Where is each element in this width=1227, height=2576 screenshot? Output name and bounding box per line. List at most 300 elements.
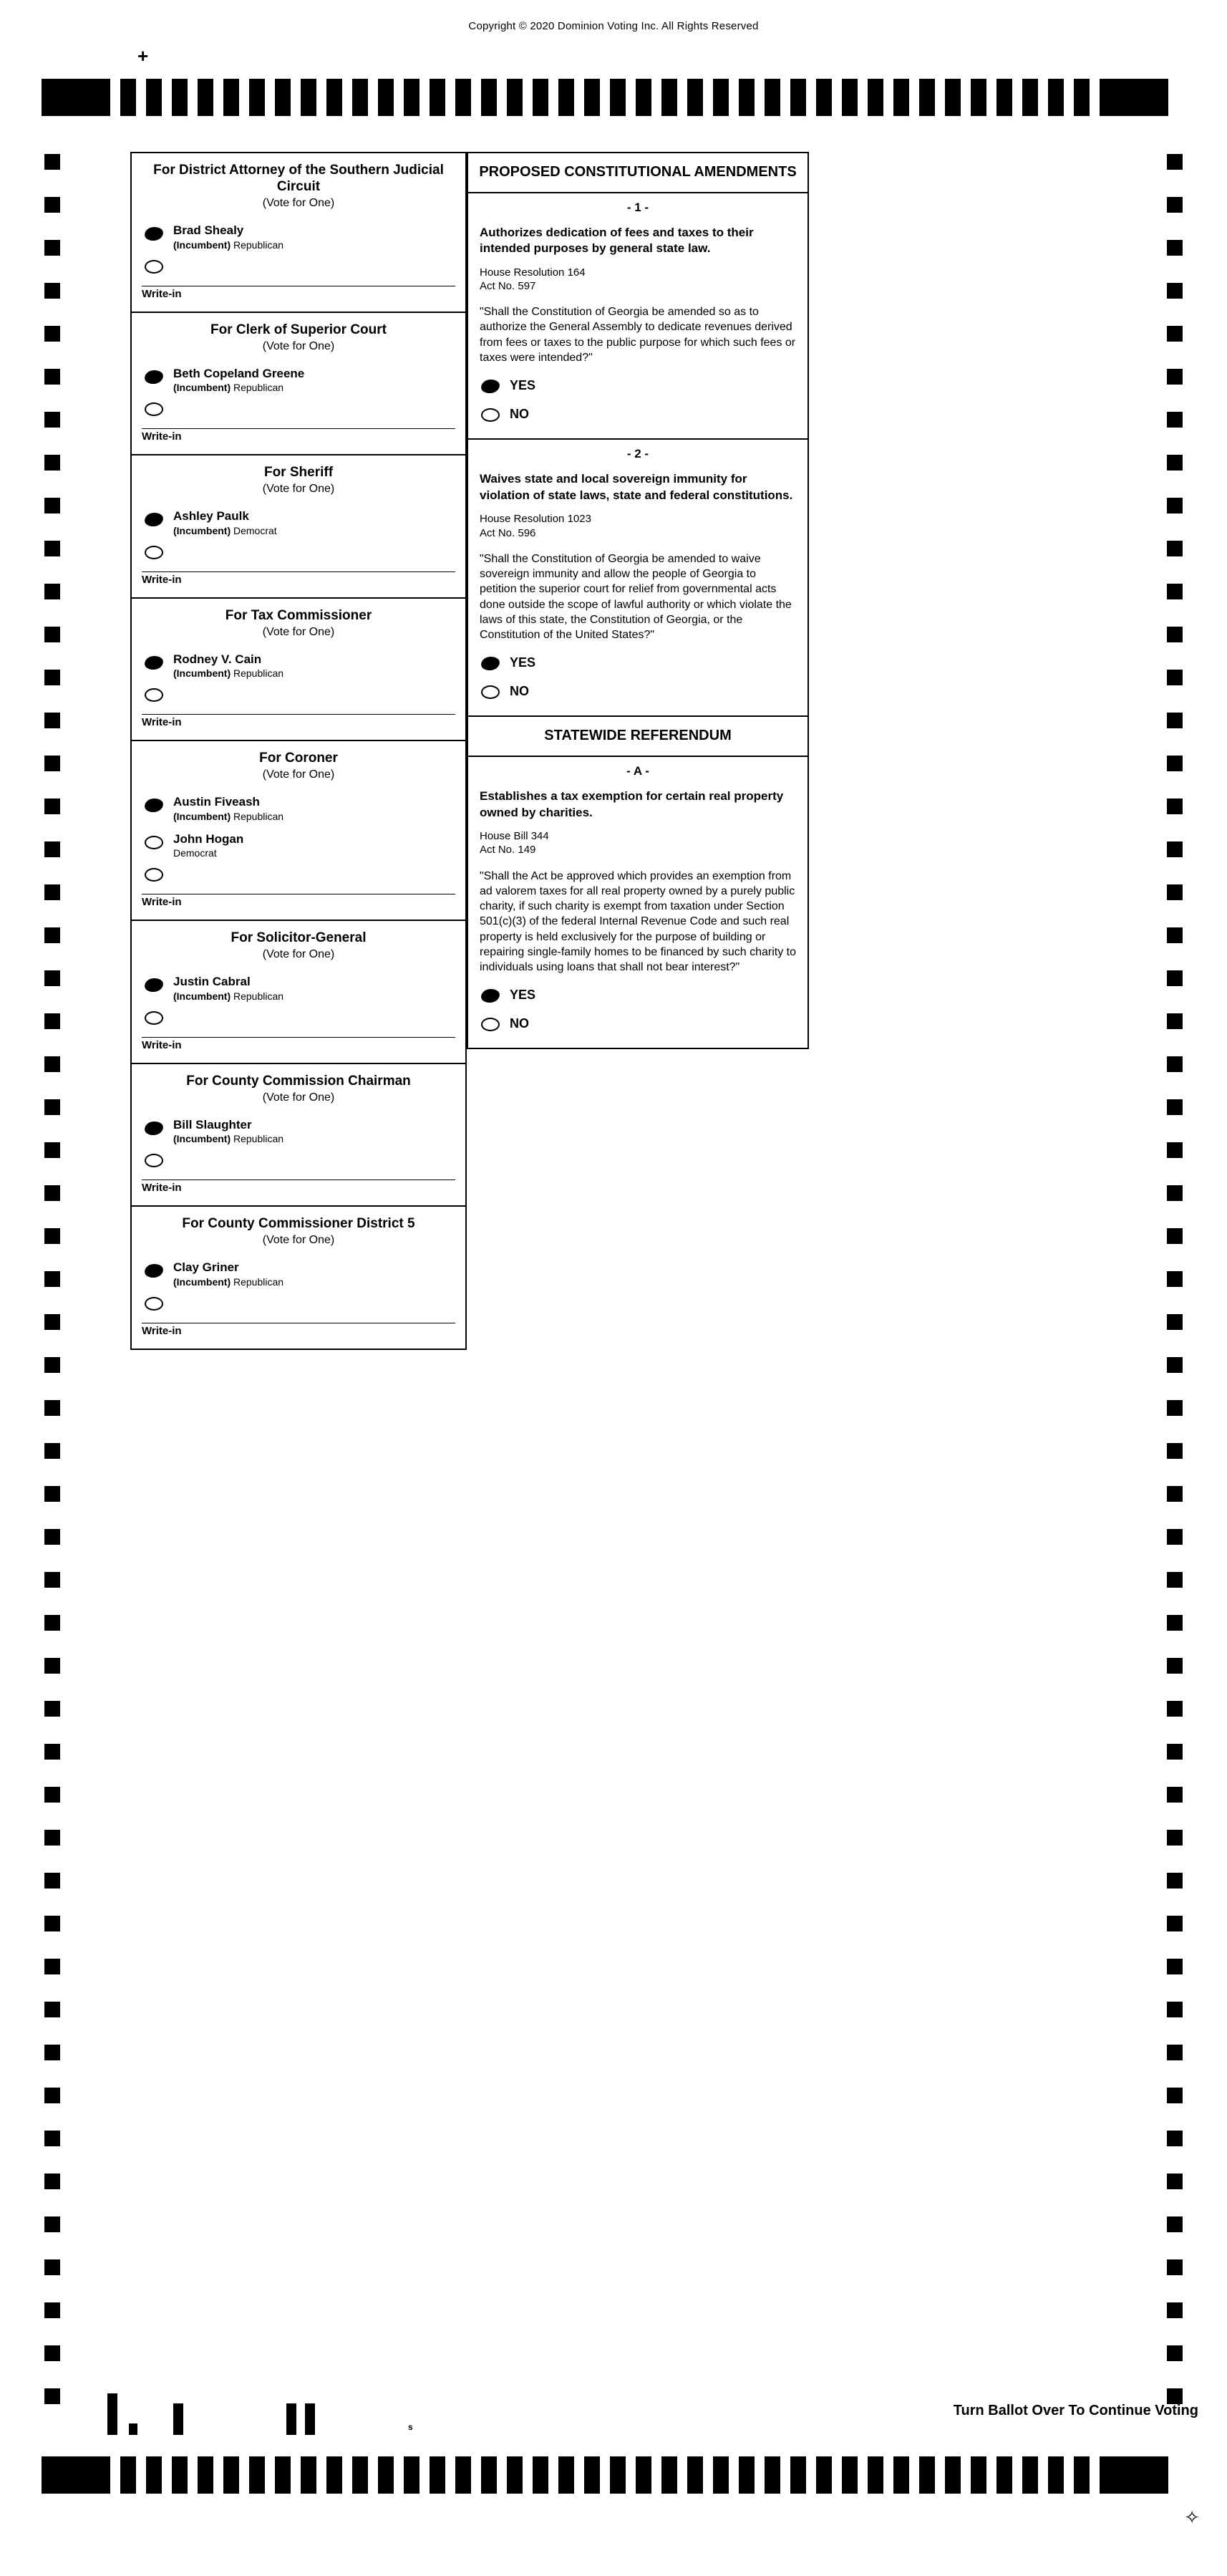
- timing-mark-block: [172, 79, 188, 116]
- question-summary: Authorizes dedication of fees and taxes to their intended purposes by general state law.: [480, 225, 754, 256]
- vote-oval[interactable]: [481, 1018, 500, 1031]
- question-citation-line: House Resolution 1023: [480, 513, 591, 526]
- timing-mark-square: [44, 1013, 60, 1029]
- timing-mark-block: [713, 2456, 729, 2494]
- write-in-option[interactable]: [132, 397, 465, 448]
- timing-mark-block: [198, 79, 213, 116]
- timing-mark-square: [1167, 584, 1183, 599]
- timing-mark-square: [44, 455, 60, 471]
- timing-mark-square: [1167, 841, 1183, 857]
- timing-mark-square: [44, 2174, 60, 2189]
- candidate-party: (Incumbent) Republican: [173, 990, 284, 1002]
- candidate-option[interactable]: [132, 360, 465, 397]
- timing-mark-square: [1167, 713, 1183, 728]
- candidate-option[interactable]: [132, 826, 465, 862]
- vote-oval[interactable]: [145, 1154, 163, 1167]
- timing-mark-square: [44, 1357, 60, 1373]
- question-options: [468, 982, 808, 1048]
- timing-mark-block: [378, 79, 394, 116]
- timing-mark-square: [1167, 1830, 1183, 1846]
- contest-vote-instruction: (Vote for One): [262, 1091, 335, 1104]
- candidate-name: Justin Cabral: [173, 975, 251, 989]
- contest-title: For Sheriff: [263, 465, 334, 481]
- timing-mark-block: [868, 2456, 883, 2494]
- timing-mark-square: [1167, 1357, 1183, 1373]
- write-in-line[interactable]: [142, 1018, 455, 1038]
- candidate-party: (Incumbent) Republican: [173, 1275, 284, 1288]
- timing-mark-square: [44, 756, 60, 771]
- timing-mark-square: [1167, 1013, 1183, 1029]
- candidate-option[interactable]: [132, 968, 465, 1005]
- write-in-line[interactable]: [142, 410, 455, 429]
- vote-oval[interactable]: [480, 988, 500, 1004]
- write-in-line[interactable]: [142, 875, 455, 894]
- timing-mark-square: [44, 1529, 60, 1545]
- candidate-list: [132, 217, 465, 311]
- timing-mark-block: [971, 79, 986, 116]
- question-section-title: PROPOSED CONSTITUTIONAL AMENDMENTS: [479, 164, 797, 180]
- timing-mark-block: [455, 79, 471, 116]
- timing-mark-block: [558, 2456, 574, 2494]
- question-citation-line: House Resolution 164: [480, 266, 586, 279]
- question-option[interactable]: [468, 401, 808, 430]
- timing-mark-square: [1167, 756, 1183, 771]
- question-options: [468, 650, 808, 715]
- timing-mark-square: [1167, 627, 1183, 642]
- timing-mark-block: [1074, 2456, 1090, 2494]
- timing-mark-block: [713, 79, 729, 116]
- timing-mark-block: [996, 2456, 1012, 2494]
- timing-mark-block: [275, 2456, 291, 2494]
- timing-mark-square: [1167, 326, 1183, 342]
- timing-mark-block: [610, 2456, 626, 2494]
- timing-mark-block: [610, 79, 626, 116]
- timing-mark-block: [945, 79, 961, 116]
- timing-mark-square: [44, 627, 60, 642]
- timing-mark-block: [120, 79, 136, 116]
- timing-mark-square: [1167, 1486, 1183, 1502]
- timing-mark-block: [636, 2456, 651, 2494]
- candidate-name: Beth Copeland Greene: [173, 366, 305, 380]
- candidate-name: Brad Shealy: [173, 223, 244, 238]
- write-in-line[interactable]: [142, 1304, 455, 1323]
- timing-mark-block: [868, 79, 883, 116]
- timing-mark-square: [1167, 369, 1183, 385]
- timing-mark-square: [1167, 2302, 1183, 2318]
- contest-block: [130, 312, 467, 456]
- timing-mark-square: [44, 1099, 60, 1115]
- timing-mark-square: [1167, 1572, 1183, 1588]
- write-in-option[interactable]: [132, 1005, 465, 1057]
- write-in-label: Write-in: [142, 1038, 182, 1051]
- timing-mark-square: [44, 1400, 60, 1416]
- timing-marks-left: [44, 154, 60, 2431]
- timing-mark-block: [430, 2456, 445, 2494]
- write-in-label: Write-in: [142, 573, 182, 586]
- timing-mark-square: [44, 841, 60, 857]
- timing-mark-square: [44, 498, 60, 513]
- vote-oval[interactable]: [144, 1120, 164, 1136]
- timing-mark-block: [301, 2456, 316, 2494]
- vote-oval[interactable]: [481, 408, 500, 422]
- vote-oval[interactable]: [144, 512, 164, 528]
- timing-mark-block: [455, 2456, 471, 2494]
- timing-mark-square: [1167, 1744, 1183, 1760]
- contest-header: [132, 313, 465, 360]
- timing-mark-block: [919, 2456, 935, 2494]
- timing-mark-block: [790, 2456, 806, 2494]
- write-in-line[interactable]: [142, 553, 455, 572]
- timing-mark-block: [1022, 2456, 1038, 2494]
- contest-block: [130, 152, 467, 313]
- timing-mark-square: [1167, 2388, 1183, 2404]
- timing-mark-square: [1167, 1142, 1183, 1158]
- candidate-list: [132, 968, 465, 1062]
- question-citation: [468, 829, 808, 865]
- write-in-option[interactable]: [132, 862, 465, 914]
- timing-mark-square: [44, 1185, 60, 1201]
- write-in-line[interactable]: [142, 695, 455, 715]
- question-option-label: YES: [510, 655, 536, 670]
- timing-mark-square: [44, 2388, 60, 2404]
- timing-mark-square: [1167, 1099, 1183, 1115]
- contest-block: [130, 1205, 467, 1350]
- candidate-party: (Incumbent) Democrat: [173, 524, 277, 536]
- candidate-list: [132, 360, 465, 454]
- timing-mark-square: [44, 2259, 60, 2275]
- contest-vote-instruction: (Vote for One): [262, 768, 335, 781]
- timing-mark-block: [378, 2456, 394, 2494]
- timing-mark-square: [1167, 1959, 1183, 1974]
- candidate-option[interactable]: [132, 503, 465, 539]
- contest-title: For Solicitor-General: [231, 930, 367, 946]
- timing-mark-square: [1167, 498, 1183, 513]
- timing-mark-square: [1167, 154, 1183, 170]
- timing-mark-square: [44, 283, 60, 299]
- timing-mark-block: [172, 2456, 188, 2494]
- candidate-name: Ashley Paulk: [173, 509, 249, 524]
- question-summary: Establishes a tax exemption for certain real property owned by charities.: [480, 789, 784, 819]
- vote-oval[interactable]: [144, 978, 164, 993]
- question-option-label: NO: [510, 407, 529, 422]
- timing-mark-square: [1167, 412, 1183, 428]
- timing-mark-square: [1167, 927, 1183, 943]
- timing-mark-block: [223, 2456, 239, 2494]
- vote-oval[interactable]: [145, 260, 163, 274]
- question-citation: [468, 266, 808, 302]
- timing-mark-square: [44, 799, 60, 814]
- question-number: - 1 -: [626, 200, 649, 214]
- timing-mark-block: [275, 79, 291, 116]
- ballot-column-right: [467, 152, 809, 1049]
- candidate-list: [132, 646, 465, 740]
- question-citation-act: Act No. 596: [480, 526, 536, 539]
- question-option-label: NO: [510, 1016, 529, 1031]
- timing-mark-square: [44, 584, 60, 599]
- timing-mark-square: [1167, 670, 1183, 685]
- question-option[interactable]: [468, 1010, 808, 1039]
- candidate-name: Bill Slaughter: [173, 1117, 252, 1132]
- question-option-label: YES: [510, 378, 536, 393]
- vote-oval[interactable]: [144, 1263, 164, 1279]
- timing-mark-square: [44, 1228, 60, 1244]
- timing-mark-square: [1167, 2216, 1183, 2232]
- timing-mark-square: [1167, 2174, 1183, 2189]
- question-text: "Shall the Act be approved which provides an exemption from ad valorem taxes for all real property owned by a purely public charity, if such charity is exempt from taxation under Section 501(c)(3) of the federal Internal Revenue Code and such real property is held exclusively for the purpose of building or repairing single-family homes to be financed by such charity to individuals using loans that shall not bear interest?": [480, 869, 796, 974]
- candidate-party: (Incumbent) Republican: [173, 238, 284, 251]
- timing-mark-square: [1167, 197, 1183, 213]
- timing-mark-block: [507, 79, 523, 116]
- ballot-id-letter: s: [408, 2422, 413, 2432]
- timing-mark-block: [584, 79, 600, 116]
- timing-mark-square: [44, 1658, 60, 1674]
- timing-mark-block: [301, 79, 316, 116]
- timing-mark-square: [44, 2131, 60, 2146]
- contest-vote-instruction: (Vote for One): [262, 197, 335, 210]
- timing-mark-square: [44, 197, 60, 213]
- timing-mark-block: [739, 79, 755, 116]
- timing-mark-square: [1167, 2088, 1183, 2103]
- candidate-option[interactable]: [132, 217, 465, 254]
- timing-mark-block: [404, 2456, 419, 2494]
- timing-mark-square: [1167, 1916, 1183, 1931]
- contest-title: For County Commissioner District 5: [182, 1216, 415, 1232]
- timing-mark-block: [893, 2456, 909, 2494]
- timing-mark-square: [1167, 1529, 1183, 1545]
- contest-block: [130, 920, 467, 1064]
- timing-mark-block: [352, 2456, 368, 2494]
- vote-oval[interactable]: [145, 546, 163, 559]
- timing-mark-square: [1167, 1056, 1183, 1072]
- candidate-name: John Hogan: [173, 831, 244, 846]
- ballot-question: [467, 192, 809, 440]
- vote-oval[interactable]: [480, 656, 500, 672]
- question-option[interactable]: [468, 650, 808, 678]
- timing-mark-block: [1074, 79, 1090, 116]
- timing-mark-block: [996, 79, 1012, 116]
- question-summary: Waives state and local sovereign immunity for violation of state laws, state and federal constitutions.: [480, 472, 793, 502]
- contest-block: [130, 1063, 467, 1207]
- question-option-label: YES: [510, 988, 536, 1003]
- registration-plus-mark: +: [137, 45, 149, 67]
- timing-marks-bottom: [42, 2456, 1187, 2494]
- write-in-label: Write-in: [142, 716, 182, 729]
- timing-mark-square: [44, 1873, 60, 1888]
- write-in-line[interactable]: [142, 1161, 455, 1180]
- vote-oval[interactable]: [145, 1297, 163, 1311]
- timing-mark-square: [1167, 1185, 1183, 1201]
- timing-mark-square: [44, 2002, 60, 2017]
- timing-mark-block: [893, 79, 909, 116]
- question-citation-line: House Bill 344: [480, 830, 549, 843]
- candidate-party: Democrat: [173, 847, 217, 859]
- vote-oval[interactable]: [145, 836, 163, 849]
- candidate-list: [132, 1111, 465, 1205]
- timing-mark-square: [44, 1142, 60, 1158]
- vote-oval[interactable]: [480, 379, 500, 395]
- ballot-question: [467, 438, 809, 717]
- timing-mark-square: [1167, 1615, 1183, 1631]
- timing-mark-block: [1100, 2456, 1168, 2494]
- timing-mark-square: [44, 412, 60, 428]
- timing-mark-square: [44, 326, 60, 342]
- timing-mark-block: [507, 2456, 523, 2494]
- timing-mark-block: [1022, 79, 1038, 116]
- timing-mark-block: [1048, 79, 1064, 116]
- timing-mark-square: [44, 369, 60, 385]
- timing-mark-square: [1167, 799, 1183, 814]
- timing-mark-square: [44, 1744, 60, 1760]
- timing-marks-right: [1167, 154, 1183, 2431]
- timing-mark-block: [404, 79, 419, 116]
- write-in-option[interactable]: [132, 1291, 465, 1343]
- timing-mark-square: [44, 1443, 60, 1459]
- timing-mark-block: [558, 79, 574, 116]
- timing-mark-block: [687, 79, 703, 116]
- timing-mark-block: [249, 79, 265, 116]
- timing-mark-block: [687, 2456, 703, 2494]
- timing-mark-block: [42, 79, 110, 116]
- timing-mark-square: [1167, 1873, 1183, 1888]
- vote-oval[interactable]: [145, 868, 163, 882]
- contest-title: For Clerk of Superior Court: [210, 322, 387, 337]
- question-section-title: STATEWIDE REFERENDUM: [544, 728, 732, 744]
- timing-mark-square: [1167, 1701, 1183, 1717]
- timing-mark-square: [44, 541, 60, 556]
- write-in-label: Write-in: [142, 287, 182, 300]
- timing-mark-block: [816, 79, 832, 116]
- contest-header: [132, 1064, 465, 1111]
- write-in-line[interactable]: [142, 267, 455, 286]
- candidate-list: [132, 788, 465, 920]
- question-section-header: [467, 152, 809, 193]
- vote-oval[interactable]: [145, 1011, 163, 1025]
- contest-vote-instruction: (Vote for One): [262, 625, 335, 638]
- contest-header: [132, 599, 465, 646]
- timing-mark-block: [42, 2456, 110, 2494]
- candidate-party: (Incumbent) Republican: [173, 810, 284, 822]
- vote-oval[interactable]: [144, 798, 164, 814]
- timing-mark-block: [146, 2456, 162, 2494]
- timing-mark-square: [1167, 1658, 1183, 1674]
- timing-mark-block: [1048, 2456, 1064, 2494]
- timing-mark-block: [146, 79, 162, 116]
- timing-mark-block: [919, 79, 935, 116]
- timing-mark-square: [1167, 240, 1183, 256]
- contest-header: [132, 153, 465, 217]
- timing-mark-square: [44, 2345, 60, 2361]
- timing-mark-square: [44, 240, 60, 256]
- question-option[interactable]: [468, 982, 808, 1010]
- timing-mark-block: [971, 2456, 986, 2494]
- timing-mark-square: [44, 1271, 60, 1287]
- timing-mark-block: [326, 2456, 342, 2494]
- write-in-label: Write-in: [142, 430, 182, 443]
- timing-mark-square: [1167, 1400, 1183, 1416]
- timing-marks-top: [42, 79, 1187, 116]
- timing-mark-block: [584, 2456, 600, 2494]
- timing-mark-square: [44, 970, 60, 986]
- candidate-option[interactable]: [132, 788, 465, 825]
- contest-vote-instruction: (Vote for One): [262, 339, 335, 352]
- timing-mark-block: [533, 79, 548, 116]
- question-option[interactable]: [468, 678, 808, 707]
- vote-oval[interactable]: [144, 226, 164, 242]
- turn-ballot-notice: Turn Ballot Over To Continue Voting: [953, 2403, 1198, 2418]
- copyright-notice: Copyright © 2020 Dominion Voting Inc. All Rights Reserved: [468, 20, 759, 32]
- contest-block: [130, 740, 467, 921]
- candidate-name: Clay Griner: [173, 1260, 239, 1275]
- timing-mark-square: [1167, 884, 1183, 900]
- candidate-option[interactable]: [132, 1254, 465, 1291]
- timing-mark-block: [842, 79, 858, 116]
- contest-header: [132, 921, 465, 968]
- timing-mark-block: [636, 79, 651, 116]
- timing-mark-block: [765, 79, 780, 116]
- timing-mark-square: [44, 1572, 60, 1588]
- vote-oval[interactable]: [144, 655, 164, 671]
- timing-mark-block: [198, 2456, 213, 2494]
- question-option[interactable]: [468, 372, 808, 401]
- vote-oval[interactable]: [481, 685, 500, 699]
- contest-title: For Coroner: [259, 751, 338, 766]
- timing-mark-square: [44, 2302, 60, 2318]
- write-in-option[interactable]: [132, 1148, 465, 1200]
- vote-oval[interactable]: [144, 370, 164, 385]
- candidate-option[interactable]: [132, 1111, 465, 1148]
- write-in-option[interactable]: [132, 682, 465, 734]
- question-number: - A -: [626, 764, 649, 778]
- question-text: "Shall the Constitution of Georgia be amended so as to authorize the General Assembly to dedicate revenues derived from fees or taxes to the public purpose for which such fees or taxes were intended?": [480, 306, 796, 364]
- timing-mark-block: [739, 2456, 755, 2494]
- candidate-name: Austin Fiveash: [173, 795, 260, 809]
- timing-mark-square: [44, 1486, 60, 1502]
- timing-mark-square: [1167, 283, 1183, 299]
- contest-vote-instruction: (Vote for One): [262, 948, 335, 961]
- write-in-option[interactable]: [132, 254, 465, 306]
- timing-mark-square: [44, 670, 60, 685]
- timing-mark-block: [945, 2456, 961, 2494]
- candidate-list: [132, 503, 465, 597]
- timing-mark-square: [1167, 455, 1183, 471]
- timing-mark-block: [842, 2456, 858, 2494]
- timing-mark-block: [430, 79, 445, 116]
- timing-mark-square: [44, 1615, 60, 1631]
- write-in-label: Write-in: [142, 896, 182, 909]
- timing-mark-square: [1167, 1314, 1183, 1330]
- contest-header: [132, 455, 465, 503]
- timing-mark-square: [44, 1787, 60, 1803]
- candidate-party: (Incumbent) Republican: [173, 667, 284, 680]
- timing-mark-square: [44, 1830, 60, 1846]
- timing-mark-square: [1167, 1787, 1183, 1803]
- candidate-option[interactable]: [132, 646, 465, 682]
- question-option-label: NO: [510, 684, 529, 699]
- timing-mark-square: [1167, 2131, 1183, 2146]
- question-section-header: [467, 715, 809, 757]
- ballot-column-left: [130, 152, 467, 1350]
- timing-mark-square: [1167, 2345, 1183, 2361]
- candidate-party: (Incumbent) Republican: [173, 1133, 284, 1145]
- timing-mark-square: [44, 884, 60, 900]
- timing-mark-block: [223, 79, 239, 116]
- timing-mark-block: [249, 2456, 265, 2494]
- timing-mark-square: [1167, 1443, 1183, 1459]
- timing-mark-block: [120, 2456, 136, 2494]
- timing-mark-square: [44, 1056, 60, 1072]
- timing-mark-block: [816, 2456, 832, 2494]
- write-in-option[interactable]: [132, 540, 465, 592]
